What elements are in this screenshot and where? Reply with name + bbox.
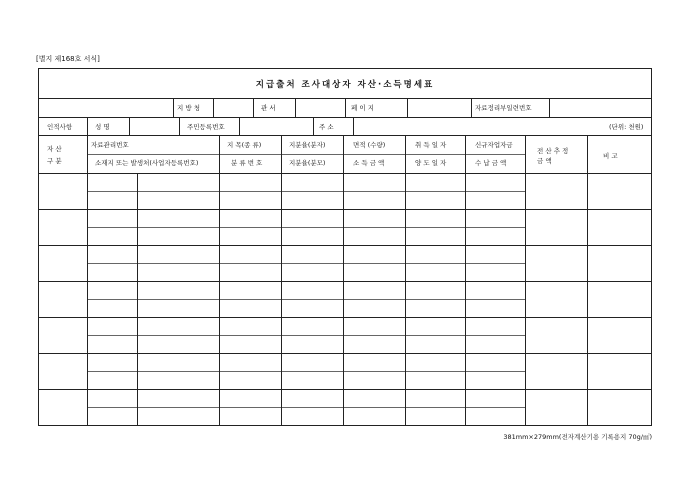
- sub-row-divider: [87, 263, 525, 264]
- estimated-amount-header-sub: 금 액: [537, 157, 552, 165]
- column-divider: [353, 117, 354, 135]
- form-title: 지급출처 조사대상자 자산·소득명세표: [39, 69, 651, 99]
- column-divider: [343, 135, 344, 425]
- land-category-header: 지 목(종 류): [227, 141, 262, 149]
- column-divider: [87, 135, 88, 425]
- share-numerator-header: 지분율(분자): [289, 141, 326, 149]
- personal-info-label: 인적사항: [47, 123, 73, 131]
- column-divider: [407, 99, 408, 117]
- row-divider: [39, 135, 651, 136]
- column-divider: [465, 135, 466, 425]
- page-label: 페 이 지: [351, 104, 374, 112]
- record-number-header: 자료관리번호: [91, 141, 129, 149]
- column-divider: [219, 135, 220, 425]
- paper-spec-footer: 381mm×279mm(전자계산기용 기록용지 70g/㎡): [503, 433, 652, 441]
- unit-label: (단위: 천원): [609, 123, 644, 131]
- column-divider: [179, 117, 180, 135]
- column-divider: [525, 135, 526, 425]
- sub-row-divider: [87, 371, 525, 372]
- column-divider: [313, 117, 314, 135]
- row-divider: [39, 245, 651, 246]
- asset-type-header-sub: 구 분: [47, 157, 62, 165]
- column-divider: [471, 99, 472, 117]
- column-divider: [295, 99, 296, 117]
- form-label: [별지 제168호 서식]: [36, 55, 100, 63]
- acquisition-date-header: 취 득 일 자: [415, 141, 447, 149]
- jurisdiction-label: 관 서: [261, 104, 276, 112]
- receipt-amount-header: 수 납 금 액: [475, 159, 507, 167]
- sub-row-divider: [87, 227, 525, 228]
- sub-row-divider: [87, 407, 525, 408]
- row-divider: [39, 317, 651, 318]
- remarks-header: 비 고: [603, 152, 618, 160]
- regional-office-label: 지 방 청: [177, 104, 200, 112]
- column-divider: [549, 99, 550, 117]
- column-divider: [281, 135, 282, 425]
- row-divider: [39, 281, 651, 282]
- sub-row-divider: [87, 191, 525, 192]
- resident-number-label: 주민등록번호: [187, 123, 225, 131]
- transfer-date-header: 양 도 일 자: [415, 159, 447, 167]
- row-divider: [39, 117, 651, 118]
- column-divider: [405, 135, 406, 425]
- sub-row-divider: [87, 299, 525, 300]
- new-business-funds-header: 신규자업자금: [475, 141, 513, 149]
- serial-number-label: 자료정리부일련번호: [475, 104, 532, 112]
- row-divider: [39, 173, 651, 174]
- asset-type-header: 자 산: [47, 145, 62, 153]
- sub-row-divider: [87, 335, 525, 336]
- row-divider: [39, 389, 651, 390]
- estimated-amount-header: 전 산 추 정: [537, 147, 569, 155]
- address-label: 주 소: [319, 123, 334, 131]
- asset-income-statement-form: [38, 68, 652, 426]
- location-header: 소재지 또는 발생처(사업자등록번호): [95, 159, 199, 167]
- column-divider: [137, 173, 138, 425]
- share-denominator-header: 지분율(분모): [289, 159, 326, 167]
- column-divider: [253, 99, 254, 117]
- column-divider: [129, 117, 130, 135]
- column-divider: [239, 117, 240, 135]
- area-header: 면적 (수량): [353, 141, 386, 149]
- income-amount-header: 소 득 금 액: [353, 159, 385, 167]
- row-divider: [39, 209, 651, 210]
- column-divider: [345, 99, 346, 117]
- column-divider: [213, 99, 214, 117]
- row-divider: [39, 353, 651, 354]
- column-divider: [587, 135, 588, 425]
- column-divider: [173, 99, 174, 117]
- column-divider: [87, 117, 88, 135]
- classification-number-header: 분 류 번 호: [231, 159, 263, 167]
- header-mid-divider: [87, 154, 525, 155]
- name-label: 성 명: [95, 123, 110, 131]
